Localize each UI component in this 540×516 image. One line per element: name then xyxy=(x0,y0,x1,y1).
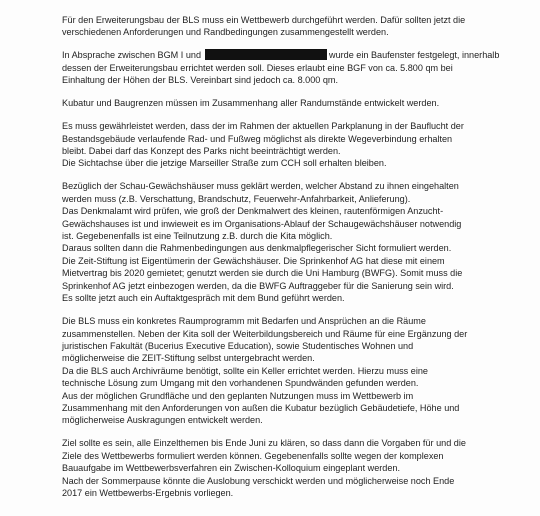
text-line: bleibt. Dabei darf das Konzept des Parks nicht beeinträchtigt werden. xyxy=(62,146,341,157)
paragraph-1 xyxy=(62,14,532,39)
text-line: Kubatur und Baugrenzen müssen im Zusammenhang aller Randumstände entwickelt werden. xyxy=(62,98,440,109)
text-line: Bestandsgebäude verlaufende Rad- und Fußweg möglichst als direkte Wegeverbindung erhalten xyxy=(62,133,453,144)
paragraph-7 xyxy=(62,437,532,499)
text-line: Die Zeit-Stiftung ist Eigentümerin der Gewächshäuser. Die Sprinkenhof AG hat diese mit einem xyxy=(62,255,445,266)
text-line: Bauaufgabe im Wettbewerbsverfahren ein Zwischen-Kolloquium eingeplant werden. xyxy=(62,463,401,474)
text-line: Das Denkmalamt wird prüfen, wie groß der Denkmalwert des kleinen, rautenförmigen Anzucht- xyxy=(62,206,444,217)
text-line: Die Sichtachse über die jetzige Marseiller Straße zum CCH soll erhalten bleiben. xyxy=(62,158,387,169)
text-line: Daraus sollten dann die Rahmenbedingungen aus denkmalpflegerischer Sicht formuliert werden. xyxy=(62,243,452,254)
text-line: Mietvertrag bis 2020 gemietet; genutzt werden sie durch die Uni Hamburg (BWFG). Somit muss die xyxy=(62,268,463,279)
text-line: Da die BLS auch Archivräume benötigt, sollte ein Keller errichtet werden. Hierzu muss eine xyxy=(62,365,428,376)
text-line-with-redaction xyxy=(62,49,532,61)
paragraph-4 xyxy=(62,120,532,170)
text-line: technische Lösung zum Umgang mit den vorhandenen Spundwänden gefunden werden. xyxy=(62,378,419,389)
paragraph-6 xyxy=(62,315,532,427)
paragraph-2 xyxy=(62,49,532,86)
text-line: möglicherweise Auskragungen entwickelt werden. xyxy=(62,415,263,426)
text-line: Aus der möglichen Grundfläche und den geplanten Nutzungen muss im Wettbewerb im xyxy=(62,390,414,401)
text-line: 2017 ein Wettbewerbs-Ergebnis vorliegen. xyxy=(62,487,234,498)
text-after-redaction: wurde ein Baufenster festgelegt, innerhalb xyxy=(329,50,500,61)
text-line: möglicherweise die ZEIT-Stiftung selbst untergebracht werden. xyxy=(62,353,315,364)
text-line: Es sollte jetzt auch ein Auftaktgespräch mit dem Bund geführt werden. xyxy=(62,293,345,304)
document-body xyxy=(62,14,532,510)
text-line: Gewächshauses ist und inwieweit es im Organisations-Ablauf der Schaugewächshäuser notwendig xyxy=(62,218,462,229)
text-line: Einhaltung der Höhen der BLS. Vereinbart sind jedoch ca. 8.000 qm. xyxy=(62,75,339,86)
text-line: Für den Erweiterungsbau der BLS muss ein Wettbewerb durchgeführt werden. Dafür sollten jetzt die xyxy=(62,15,466,25)
text-line: Die BLS muss ein konkretes Raumprogramm mit Bedarfen und Ansprüchen an die Räume xyxy=(62,316,426,327)
text-line: werden muss (z.B. Verschattung, Brandschutz, Feuerwehr-Anfahrbarkeit, Anlieferung). xyxy=(62,193,411,204)
text-line: Bezüglich der Schau-Gewächshäuser muss geklärt werden, welcher Abstand zu ihnen eingehalten xyxy=(62,181,459,192)
redaction-bar xyxy=(205,49,327,60)
text-line: ist. Gegebenenfalls ist eine Teilnutzung z.B. durch die Kita möglich. xyxy=(62,231,333,242)
text-line: Ziel sollte es sein, alle Einzelthemen bis Ende Juni zu klären, so dass dann die Vorgaben für und die xyxy=(62,438,466,449)
text-line: Zusammenhang mit den Anforderungen von außen die Kubatur bezüglich Gebäudetiefe, Höhe und xyxy=(62,402,460,413)
text-line: juristischen Fakultät (Bucerius Executive Education), sowie Studentisches Wohnen und xyxy=(62,340,414,351)
text-line: Sprinkenhof AG jetzt einbezogen werden, da die BWFG Auftraggeber für die Sanierung sein wird. xyxy=(62,280,454,291)
text-before-redaction: In Absprache zwischen BGM I und xyxy=(62,50,202,61)
text-line: dessen der Erweiterungsbau errichtet werden soll. Dieses erlaubt eine BGF von ca. 5.800 qm bei xyxy=(62,62,453,73)
paragraph-5 xyxy=(62,180,532,304)
text-line: Es muss gewährleistet werden, dass der im Rahmen der aktuellen Parkplanung in der Bauflucht der xyxy=(62,121,464,132)
text-line: verschiedenen Anforderungen und Randbedingungen zusammengestellt werden. xyxy=(62,27,389,38)
text-line: Nach der Sommerpause könnte die Auslobung verschickt werden und möglicherweise noch Ende xyxy=(62,475,455,486)
text-line: zusammenstellen. Neben der Kita soll der Weiterbildungsbereich und Räume für eine Ergänzung der xyxy=(62,328,468,339)
text-line: Ziele des Wettbewerbs formuliert werden können. Gegebenenfalls sollte wegen der komplexen xyxy=(62,450,444,461)
paragraph-3 xyxy=(62,97,532,109)
